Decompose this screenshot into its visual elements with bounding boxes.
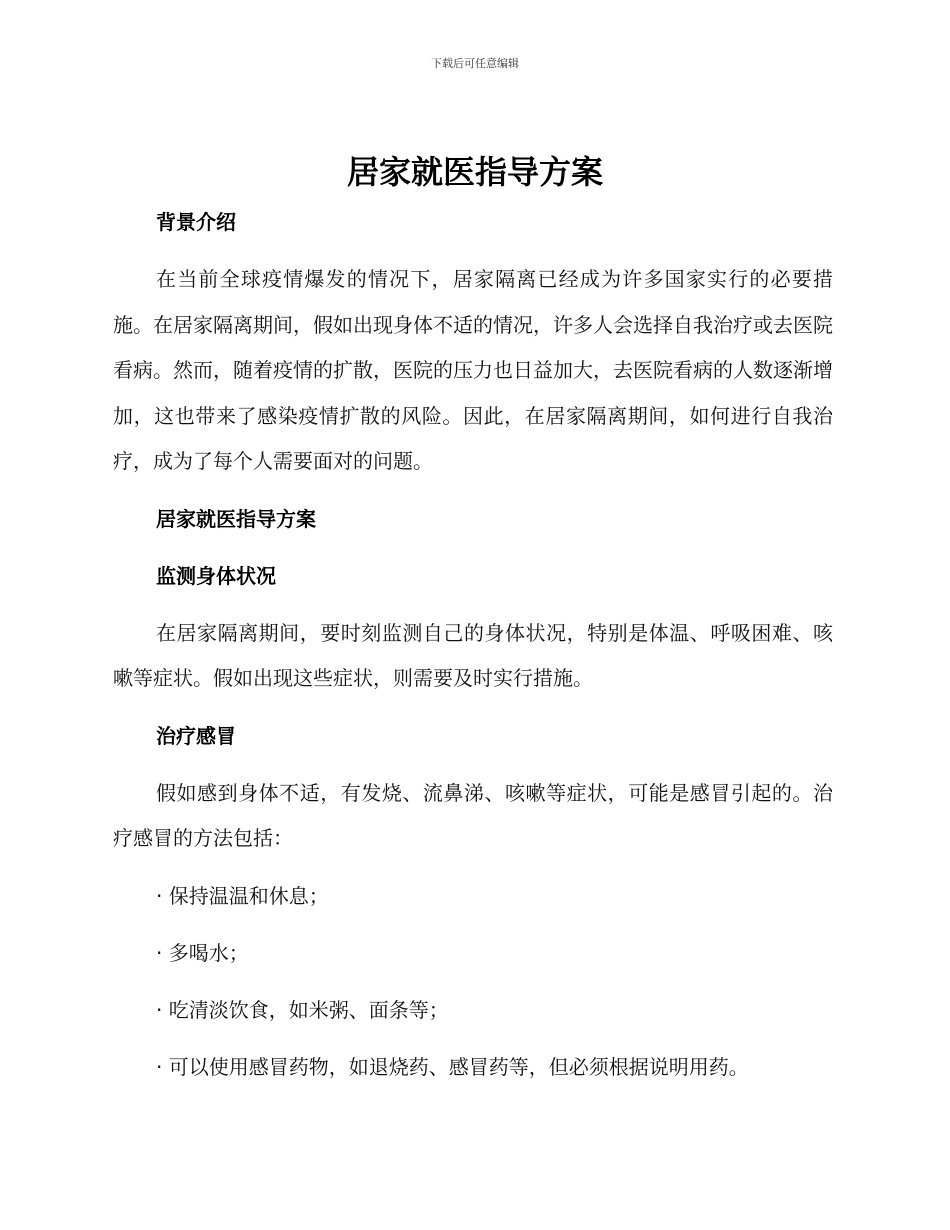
- list-item: · 可以使用感冒药物，如退烧药、感冒药等，但必须根据说明用药。: [156, 1054, 749, 1079]
- list-item: · 吃清淡饮食，如米粥、面条等；: [156, 997, 449, 1022]
- document-title: 居家就医指导方案: [346, 153, 603, 191]
- document-body: [113, 200, 833, 1090]
- section-heading-monitor: 监测身体状况: [156, 563, 276, 588]
- list-item: · 保持温温和休息；: [156, 883, 329, 908]
- section-heading-plan: 居家就医指导方案: [156, 506, 316, 531]
- paragraph-background: 在当前全球疫情爆发的情况下，居家隔离已经成为许多国家实行的必要措施。在居家隔离期间，假如出现身体不适的情况，许多人会选择自我治疗或去医院看病。然而，随着疫情的扩散，医院的压力也日益加大，去医院看病的人数逐渐增加，这也带来了感染疫情扩散的风险。因此，在居家隔离期间，如何进行自我治疗，成为了每个人需要面对的问题。: [113, 267, 833, 473]
- section-heading-cold: 治疗感冒: [156, 723, 236, 748]
- section-heading-background: 背景介绍: [156, 210, 236, 234]
- paragraph-cold: 假如感到身体不适，有发烧、流鼻涕、咳嗽等症状，可能是感冒引起的。治疗感冒的方法包括：: [113, 780, 833, 850]
- list-item: · 多喝水；: [156, 940, 249, 965]
- header-note: 下载后可任意编辑: [431, 57, 519, 70]
- paragraph-monitor: 在居家隔离期间，要时刻监测自己的身体状况，特别是体温、呼吸困难、咳嗽等症状。假如出现这些症状，则需要及时实行措施。: [113, 620, 833, 690]
